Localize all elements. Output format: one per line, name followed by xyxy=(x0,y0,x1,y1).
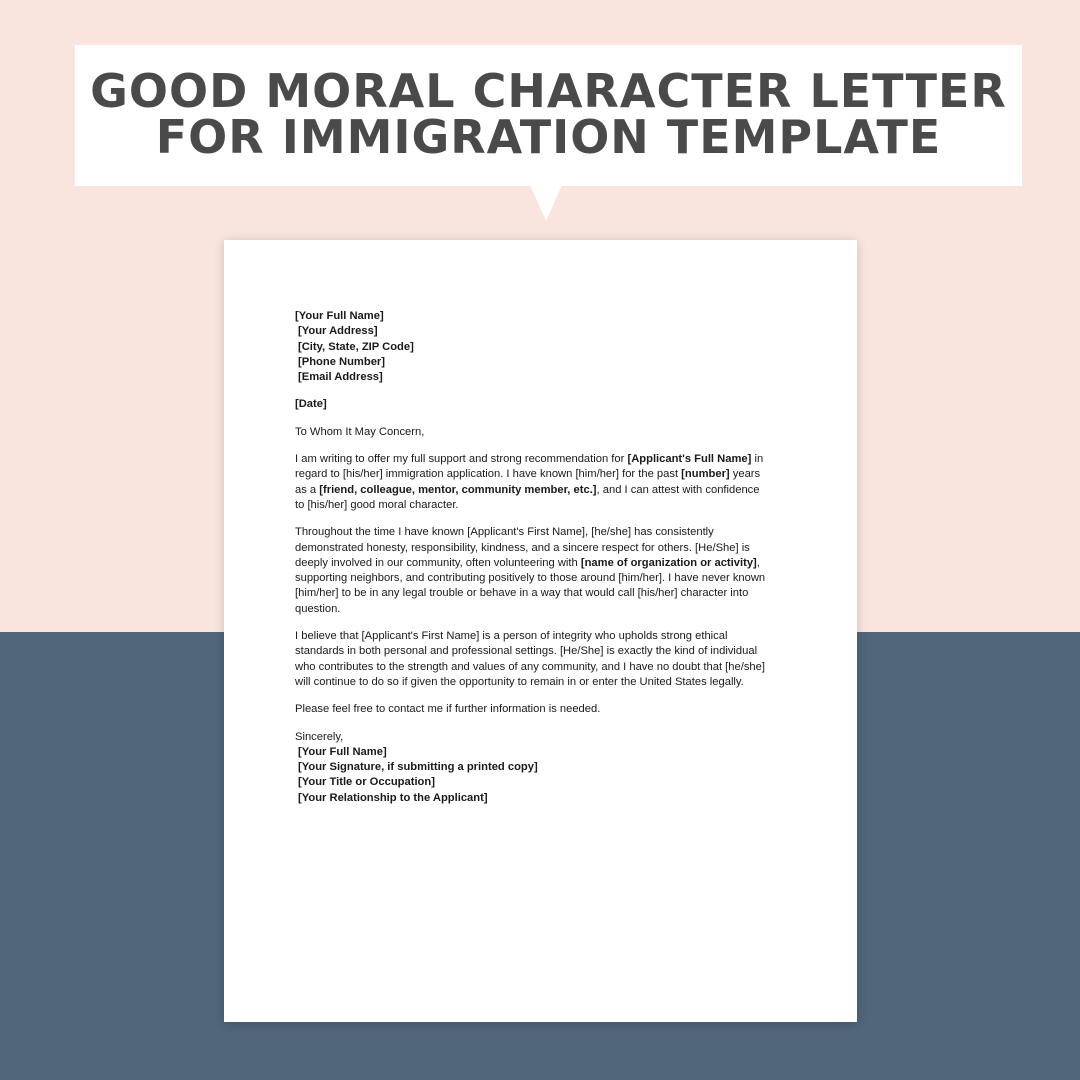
title-banner xyxy=(75,45,1022,186)
paragraph-3: I believe that [Applicant's First Name] is a person of integrity who upholds strong ethical standards in both personal and professional settings. [He/She] is exactly the kind of individual who contributes to the strength and values of any community, and I have no doubt that [he/she] will continue to do so if given the opportunity to remain in or enter the United States legally. xyxy=(295,630,765,688)
sender-email: [Email Address] xyxy=(298,371,383,384)
letter-page xyxy=(224,240,857,1022)
signature-line: [Your Signature, if submitting a printed copy] xyxy=(298,761,538,774)
paragraph-1: I am writing to offer my full support and strong recommendation for [Applicant's Full Name] in regard to [his/her] immigration application. I have known [him/her] for the past [number] years as a [friend, colleague, mentor, community member, etc.], and I can attest with confidence to [his/her] good moral character. xyxy=(295,453,764,511)
salutation: To Whom It May Concern, xyxy=(295,425,425,438)
letter-body xyxy=(295,309,785,806)
signature-title: [Your Title or Occupation] xyxy=(298,776,435,789)
signature-name: [Your Full Name] xyxy=(298,745,387,758)
letter-date: [Date] xyxy=(295,398,327,411)
title-line-2: FOR IMMIGRATION TEMPLATE xyxy=(155,110,942,164)
sender-phone: [Phone Number] xyxy=(298,355,386,368)
sender-city: [City, State, ZIP Code] xyxy=(298,340,414,353)
sender-address: [Your Address] xyxy=(298,325,378,338)
closing: Sincerely, xyxy=(295,730,344,743)
paragraph-2: Throughout the time I have known [Applicant's First Name], [he/she] has consistently demonstrated honesty, responsibility, kindness, and a sincere respect for others. [He/She] is deeply involved in our community, often volunteering with [name of organization or activity], supporting neighbors, and contributing positively to those around [him/her]. I have never known [him/her] to be in any legal trouble or behave in a way that would call [his/her] character into question. xyxy=(295,526,766,615)
paragraph-4: Please feel free to contact me if further information is needed. xyxy=(295,703,601,716)
title-pointer xyxy=(530,185,562,221)
signature-relationship: [Your Relationship to the Applicant] xyxy=(298,791,488,804)
sender-name: [Your Full Name] xyxy=(295,310,384,322)
title-line-1: GOOD MORAL CHARACTER LETTER xyxy=(90,64,1007,118)
